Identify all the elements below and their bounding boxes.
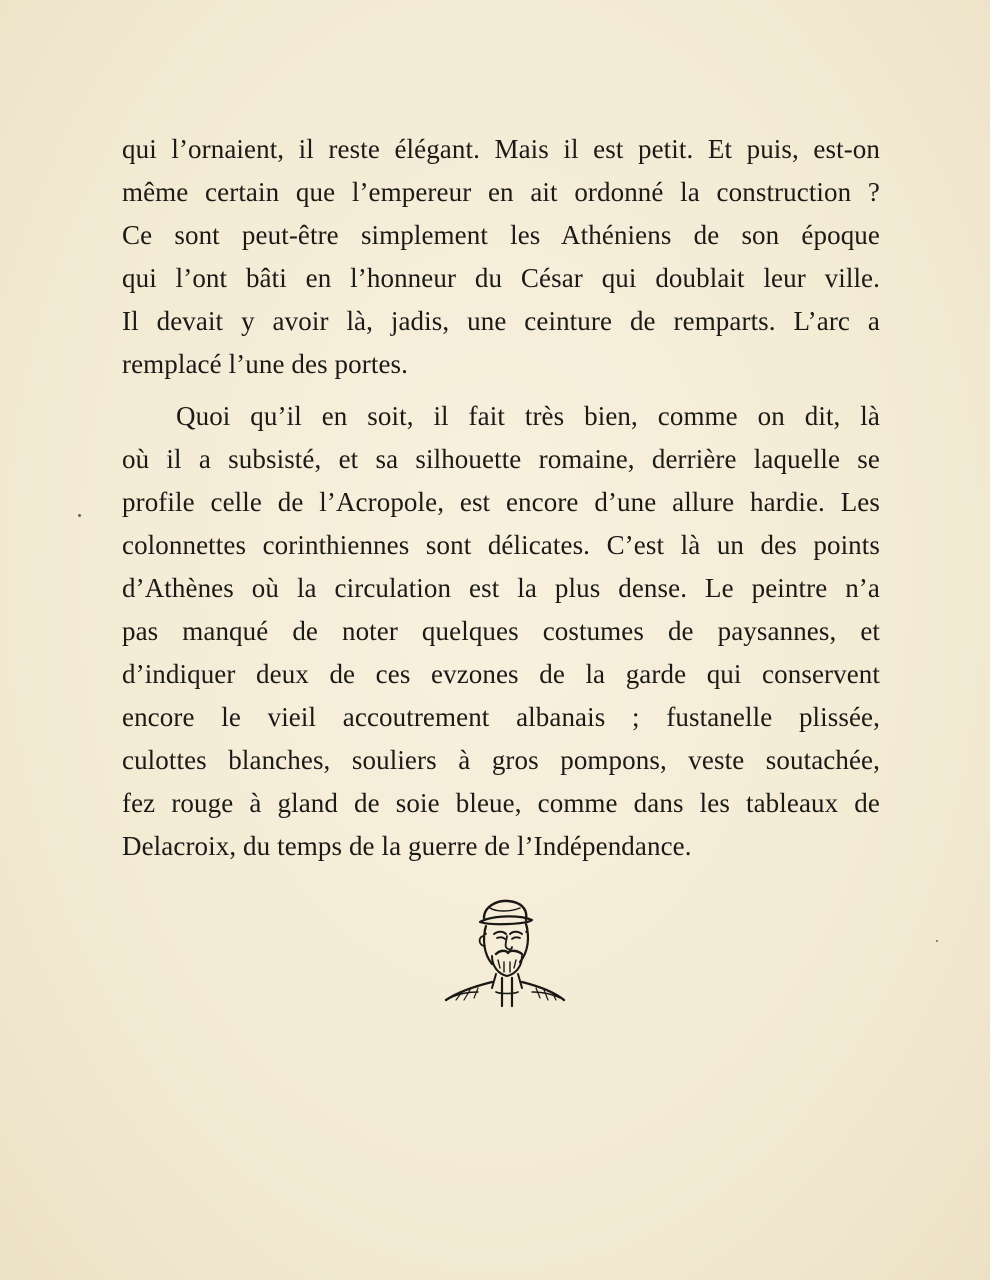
- paragraph-1: [122, 128, 880, 386]
- paper-speck: [78, 514, 81, 517]
- text-line: Delacroix, du temps de la guerre de l’Indépendance.: [122, 831, 692, 861]
- text-line: d’indiquer deux de ces evzones de la garde qui conservent: [122, 659, 880, 689]
- paragraph-2: [122, 395, 880, 868]
- text-line: profile celle de l’Acropole, est encore d’une allure hardie. Les: [122, 487, 880, 517]
- text-line: où il a subsisté, et sa silhouette romaine, derrière laquelle se: [122, 444, 880, 474]
- text-line: pas manqué de noter quelques costumes de paysannes, et: [122, 616, 880, 646]
- paper-speck: [936, 940, 938, 942]
- text-line: fez rouge à gland de soie bleue, comme dans les tableaux de: [122, 788, 880, 818]
- text-line: encore le vieil accoutrement albanais ; fustanelle plissée,: [122, 702, 880, 732]
- text-line: Il devait y avoir là, jadis, une ceinture de remparts. L’arc a: [122, 306, 880, 336]
- text-line: même certain que l’empereur en ait ordonné la construction ?: [122, 177, 880, 207]
- portrait-vignette-icon: [440, 896, 570, 1028]
- text-line: qui l’ornaient, il reste élégant. Mais il est petit. Et puis, est-on: [122, 134, 880, 164]
- text-line: colonnettes corinthiennes sont délicates. C’est là un des points: [122, 530, 880, 560]
- text-line: remplacé l’une des portes.: [122, 349, 408, 379]
- body-text: [122, 128, 880, 868]
- text-line: culottes blanches, souliers à gros pompons, veste soutachée,: [122, 745, 880, 775]
- text-line: qui l’ont bâti en l’honneur du César qui doublait leur ville.: [122, 263, 880, 293]
- paragraph-gap: [122, 386, 880, 395]
- text-line: Ce sont peut-être simplement les Athéniens de son époque: [122, 220, 880, 250]
- text-line: d’Athènes où la circulation est la plus dense. Le peintre n’a: [122, 573, 880, 603]
- text-line: Quoi qu’il en soit, il fait très bien, comme on dit, là: [176, 401, 880, 431]
